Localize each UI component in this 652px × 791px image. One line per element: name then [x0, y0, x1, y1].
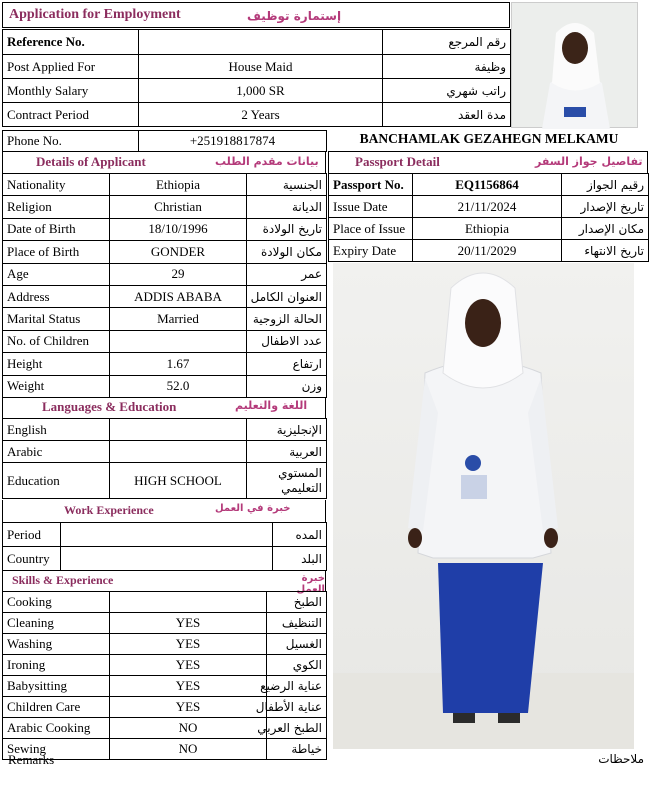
- passport-value: EQ1156864: [413, 174, 562, 196]
- passport-table: [328, 173, 649, 262]
- passport-label: Issue Date: [329, 196, 413, 218]
- table-row: [3, 218, 327, 240]
- table-row: [3, 241, 327, 263]
- detail-label: Weight: [3, 375, 110, 397]
- detail-ar: تاريخ الولادة: [247, 218, 327, 240]
- skill-ar: التنظيف: [267, 613, 327, 634]
- passport-ar: رقيم الجواز: [562, 174, 649, 196]
- detail-ar: ارتفاع: [247, 353, 327, 375]
- skill-value: [110, 592, 267, 613]
- skills-title-en: Skills & Experience: [12, 573, 114, 587]
- passport-label: Place of Issue: [329, 218, 413, 240]
- detail-ar: الحالة الزوجية: [247, 308, 327, 330]
- passport-label: Passport No.: [329, 174, 413, 196]
- languages-section-header: [2, 397, 326, 418]
- detail-ar: مكان الولادة: [247, 241, 327, 263]
- passport-value: 20/11/2029: [413, 240, 562, 262]
- period-label-ar: المده: [273, 523, 327, 547]
- country-label: Country: [3, 547, 61, 571]
- period-value: [61, 523, 273, 547]
- table-row: [3, 285, 327, 307]
- skill-label: Washing: [3, 634, 110, 655]
- detail-value: [110, 330, 247, 352]
- skill-ar: عناية الرضيع: [267, 676, 327, 697]
- details-title-en: Details of Applicant: [36, 154, 146, 169]
- table-row: [3, 676, 327, 697]
- skill-label: Sewing: [3, 739, 110, 760]
- detail-value: GONDER: [110, 241, 247, 263]
- detail-value: ADDIS ABABA: [110, 285, 247, 307]
- details-table: [2, 173, 327, 398]
- skills-section-header: [2, 570, 326, 595]
- passport-value: Ethiopia: [413, 218, 562, 240]
- arabic-value: [110, 441, 247, 463]
- table-row: [3, 353, 327, 375]
- table-row: [3, 330, 327, 352]
- form-title-ar: إستمارة توظيف: [247, 9, 342, 23]
- detail-ar: العنوان الكامل: [247, 285, 327, 307]
- phone-table: [2, 130, 327, 152]
- detail-label: Marital Status: [3, 308, 110, 330]
- skill-value: YES: [110, 634, 267, 655]
- table-row: [3, 308, 327, 330]
- passport-title-en: Passport Detail: [355, 154, 440, 169]
- applicant-name: BANCHAMLAK GEZAHEGN MELKAMU: [359, 131, 619, 146]
- skill-ar: الكوي: [267, 655, 327, 676]
- table-row: [3, 523, 327, 547]
- person-full-body-image: [333, 263, 634, 749]
- table-row: [3, 592, 327, 613]
- work-table: [2, 522, 327, 571]
- table-row: [3, 547, 327, 571]
- passport-label: Expiry Date: [329, 240, 413, 262]
- table-row: [329, 174, 649, 196]
- detail-label: Address: [3, 285, 110, 307]
- detail-value: Ethiopia: [110, 174, 247, 196]
- reference-value: [139, 30, 383, 55]
- table-row: [3, 174, 327, 196]
- languages-title-ar: اللغة والتعليم: [235, 399, 308, 412]
- detail-ar: الجنسية: [247, 174, 327, 196]
- detail-value: 29: [110, 263, 247, 285]
- table-row: [3, 613, 327, 634]
- remarks-row: [2, 749, 648, 771]
- skill-label: Babysitting: [3, 676, 110, 697]
- detail-ar: الديانة: [247, 196, 327, 218]
- salary-label: Monthly Salary: [3, 79, 139, 103]
- skill-label: Arabic Cooking: [3, 718, 110, 739]
- table-row: [3, 634, 327, 655]
- english-label: English: [3, 419, 110, 441]
- skill-value: NO: [110, 718, 267, 739]
- detail-value: Christian: [110, 196, 247, 218]
- country-value: [61, 547, 273, 571]
- detail-value: 52.0: [110, 375, 247, 397]
- table-row: [3, 441, 327, 463]
- detail-value: Married: [110, 308, 247, 330]
- passport-section-header: [328, 151, 648, 173]
- detail-label: Religion: [3, 196, 110, 218]
- passport-ar: مكان الإصدار: [562, 218, 649, 240]
- skill-label: Children Care: [3, 697, 110, 718]
- work-title-ar: خبرة في العمل: [215, 503, 291, 514]
- detail-ar: عمر: [247, 263, 327, 285]
- detail-label: Height: [3, 353, 110, 375]
- passport-ar: تاريخ الانتهاء: [562, 240, 649, 262]
- table-row: [3, 697, 327, 718]
- detail-label: Age: [3, 263, 110, 285]
- skill-ar: الطبخ العربي: [267, 718, 327, 739]
- reference-label: Reference No.: [3, 30, 139, 55]
- detail-label: Place of Birth: [3, 241, 110, 263]
- contract-label-ar: مدة العقد: [383, 103, 511, 127]
- contract-label: Contract Period: [3, 103, 139, 127]
- country-label-ar: البلد: [273, 547, 327, 571]
- table-row: [3, 103, 511, 127]
- detail-label: Nationality: [3, 174, 110, 196]
- period-label: Period: [3, 523, 61, 547]
- skill-value: YES: [110, 697, 267, 718]
- skill-value: YES: [110, 655, 267, 676]
- post-label: Post Applied For: [3, 55, 139, 79]
- work-title-en: Work Experience: [64, 503, 154, 517]
- detail-value: 18/10/1996: [110, 218, 247, 240]
- table-row: [3, 79, 511, 103]
- skill-ar: الغسيل: [267, 634, 327, 655]
- skills-title-ar: خبرة العمل: [296, 573, 325, 595]
- skill-value: YES: [110, 676, 267, 697]
- skill-ar: عناية الأطفال: [267, 697, 327, 718]
- skill-label: Cleaning: [3, 613, 110, 634]
- detail-value: 1.67: [110, 353, 247, 375]
- skill-value: YES: [110, 613, 267, 634]
- remarks-label: Remarks: [8, 752, 55, 767]
- passport-title-ar: تفاصيل جواز السفر: [535, 155, 643, 168]
- person-portrait-image: [512, 3, 639, 129]
- arabic-label-ar: العربية: [247, 441, 327, 463]
- table-row: [3, 55, 511, 79]
- education-label-ar: المستوي التعليمي: [247, 463, 327, 499]
- skill-label: Ironing: [3, 655, 110, 676]
- table-row: [329, 196, 649, 218]
- table-row: [329, 240, 649, 262]
- portrait-photo: [511, 2, 638, 128]
- table-row: [3, 131, 327, 152]
- education-value: HIGH SCHOOL: [110, 463, 247, 499]
- detail-label: Date of Birth: [3, 218, 110, 240]
- english-value: [110, 419, 247, 441]
- table-row: [3, 263, 327, 285]
- phone-label: Phone No.: [3, 131, 139, 152]
- passport-ar: تاريخ الإصدار: [562, 196, 649, 218]
- languages-title-en: Languages & Education: [42, 399, 177, 414]
- top-info-table: [2, 29, 511, 127]
- arabic-label: Arabic: [3, 441, 110, 463]
- contract-value: 2 Years: [139, 103, 383, 127]
- skill-ar: خياطة: [267, 739, 327, 760]
- skill-ar: الطبخ: [267, 592, 327, 613]
- work-section-header: [2, 500, 326, 522]
- form-header: [2, 2, 510, 28]
- table-row: [3, 463, 327, 499]
- skills-table: [2, 591, 327, 760]
- reference-label-ar: رقم المرجع: [383, 30, 511, 55]
- table-row: [3, 419, 327, 441]
- table-row: [3, 718, 327, 739]
- english-label-ar: الإنجليزية: [247, 419, 327, 441]
- salary-label-ar: راتب شهري: [383, 79, 511, 103]
- languages-table: [2, 418, 327, 499]
- post-label-ar: وظيفة: [383, 55, 511, 79]
- detail-ar: وزن: [247, 375, 327, 397]
- detail-label: No. of Children: [3, 330, 110, 352]
- education-label: Education: [3, 463, 110, 499]
- table-row: [3, 375, 327, 397]
- post-value: House Maid: [139, 55, 383, 79]
- table-row: [3, 30, 511, 55]
- phone-value: +251918817874: [139, 131, 327, 152]
- salary-value: 1,000 SR: [139, 79, 383, 103]
- detail-ar: عدد الاطفال: [247, 330, 327, 352]
- skill-value: NO: [110, 739, 267, 760]
- passport-value: 21/11/2024: [413, 196, 562, 218]
- table-row: [329, 218, 649, 240]
- full-body-photo: [333, 263, 634, 749]
- details-title-ar: بيانات مقدم الطلب: [215, 155, 319, 168]
- form-title-en: Application for Employment: [9, 7, 181, 22]
- remarks-label-ar: ملاحظات: [598, 752, 644, 766]
- details-section-header: [2, 151, 326, 173]
- table-row: [3, 655, 327, 676]
- table-row: [3, 196, 327, 218]
- skill-label: Cooking: [3, 592, 110, 613]
